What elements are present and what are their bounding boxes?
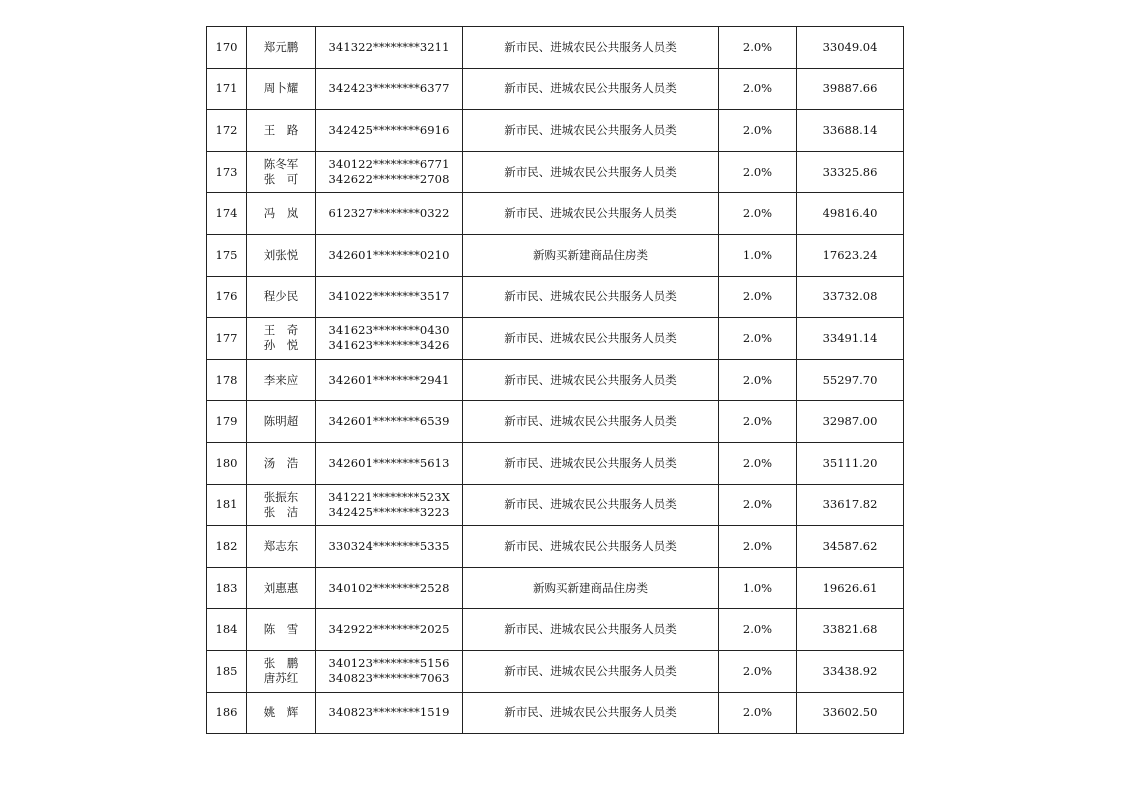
subsidy-rate-cell: 2.0% — [719, 484, 797, 526]
applicant-name-cell — [247, 27, 316, 69]
applicant-name-cell — [247, 68, 316, 110]
id-number-cell — [316, 609, 463, 651]
table-row — [207, 650, 904, 692]
subsidy-amount-cell: 33617.82 — [797, 484, 904, 526]
applicant-name-cell — [247, 567, 316, 609]
subsidy-type-cell: 新购买新建商品住房类 — [463, 567, 719, 609]
applicant-name-cell — [247, 359, 316, 401]
subsidy-amount-cell: 34587.62 — [797, 526, 904, 568]
table-row — [207, 442, 904, 484]
applicant-name: 郑元鹏 — [263, 39, 299, 54]
applicant-name: 冯 岚 — [263, 206, 299, 221]
subsidy-rate-cell: 2.0% — [719, 401, 797, 443]
subsidy-rate-cell: 2.0% — [719, 151, 797, 193]
id-number: 342425********6916 — [328, 122, 450, 137]
id-number: 341022********3517 — [328, 289, 450, 304]
id-number: 342601********6539 — [328, 414, 450, 429]
row-number-cell: 184 — [207, 609, 247, 651]
applicant-name-cell — [247, 151, 316, 193]
row-number-cell: 179 — [207, 401, 247, 443]
subsidy-type-cell: 新市民、进城农民公共服务人员类 — [463, 359, 719, 401]
id-number-cell — [316, 27, 463, 69]
id-number: 341623********0430 — [328, 323, 450, 338]
subsidy-table — [206, 26, 904, 734]
id-number: 342423********6377 — [328, 81, 450, 96]
subsidy-amount-cell: 19626.61 — [797, 567, 904, 609]
subsidy-rate-cell: 2.0% — [719, 526, 797, 568]
table-row — [207, 692, 904, 734]
applicant-name-cell — [247, 276, 316, 318]
subsidy-type-cell: 新市民、进城农民公共服务人员类 — [463, 68, 719, 110]
applicant-name: 张 鹏 — [263, 656, 299, 671]
applicant-name: 程少民 — [263, 289, 299, 304]
applicant-name-cell — [247, 526, 316, 568]
subsidy-type-cell: 新市民、进城农民公共服务人员类 — [463, 609, 719, 651]
applicant-name-cell — [247, 609, 316, 651]
table-row — [207, 193, 904, 235]
id-number-cell — [316, 650, 463, 692]
id-number: 342601********2941 — [328, 372, 450, 387]
id-number-cell — [316, 151, 463, 193]
applicant-name: 郑志东 — [263, 538, 299, 553]
applicant-name-cell — [247, 234, 316, 276]
applicant-name-cell — [247, 442, 316, 484]
subsidy-type-cell: 新市民、进城农民公共服务人员类 — [463, 401, 719, 443]
id-number-cell — [316, 484, 463, 526]
subsidy-amount-cell: 33732.08 — [797, 276, 904, 318]
row-number-cell: 180 — [207, 442, 247, 484]
id-number-cell — [316, 401, 463, 443]
subsidy-amount-cell: 39887.66 — [797, 68, 904, 110]
subsidy-amount-cell: 33325.86 — [797, 151, 904, 193]
subsidy-type-cell: 新市民、进城农民公共服务人员类 — [463, 110, 719, 152]
subsidy-rate-cell: 2.0% — [719, 68, 797, 110]
applicant-name-cell — [247, 650, 316, 692]
row-number-cell: 173 — [207, 151, 247, 193]
id-number: 330324********5335 — [328, 538, 450, 553]
table-row — [207, 151, 904, 193]
applicant-name: 周卜耀 — [263, 81, 299, 96]
id-number-cell — [316, 567, 463, 609]
subsidy-rate-cell: 1.0% — [719, 234, 797, 276]
table-row — [207, 110, 904, 152]
id-number: 341221********523X — [328, 489, 450, 504]
id-number: 341322********3211 — [328, 39, 450, 54]
subsidy-type-cell: 新市民、进城农民公共服务人员类 — [463, 442, 719, 484]
row-number-cell: 181 — [207, 484, 247, 526]
subsidy-type-cell: 新购买新建商品住房类 — [463, 234, 719, 276]
id-number: 340123********5156 — [328, 656, 450, 671]
id-number-cell — [316, 110, 463, 152]
subsidy-type-cell: 新市民、进城农民公共服务人员类 — [463, 692, 719, 734]
subsidy-rate-cell: 2.0% — [719, 318, 797, 360]
id-number: 340823********1519 — [328, 705, 450, 720]
id-number-cell — [316, 526, 463, 568]
table-row — [207, 526, 904, 568]
subsidy-amount-cell: 33491.14 — [797, 318, 904, 360]
applicant-name: 李来应 — [263, 372, 299, 387]
row-number-cell: 178 — [207, 359, 247, 401]
table-row — [207, 484, 904, 526]
subsidy-rate-cell: 2.0% — [719, 193, 797, 235]
applicant-name: 孙 悦 — [263, 338, 299, 353]
subsidy-rate-cell: 2.0% — [719, 442, 797, 484]
applicant-name: 唐苏红 — [263, 671, 299, 686]
subsidy-amount-cell: 32987.00 — [797, 401, 904, 443]
subsidy-type-cell: 新市民、进城农民公共服务人员类 — [463, 151, 719, 193]
id-number-cell — [316, 68, 463, 110]
subsidy-type-cell: 新市民、进城农民公共服务人员类 — [463, 484, 719, 526]
subsidy-amount-cell: 33049.04 — [797, 27, 904, 69]
id-number: 340102********2528 — [328, 580, 450, 595]
subsidy-amount-cell: 35111.20 — [797, 442, 904, 484]
row-number-cell: 186 — [207, 692, 247, 734]
applicant-name-cell — [247, 110, 316, 152]
table-row — [207, 359, 904, 401]
applicant-name: 汤 浩 — [263, 455, 299, 470]
applicant-name-cell — [247, 692, 316, 734]
subsidy-rate-cell: 2.0% — [719, 110, 797, 152]
row-number-cell: 175 — [207, 234, 247, 276]
applicant-name-cell — [247, 318, 316, 360]
subsidy-rate-cell: 2.0% — [719, 27, 797, 69]
row-number-cell: 177 — [207, 318, 247, 360]
applicant-name: 王 路 — [263, 122, 299, 137]
id-number: 342922********2025 — [328, 622, 450, 637]
id-number: 342425********3223 — [328, 504, 450, 519]
id-number: 342601********0210 — [328, 247, 450, 262]
subsidy-rate-cell: 2.0% — [719, 359, 797, 401]
table-row — [207, 276, 904, 318]
id-number: 341623********3426 — [328, 338, 450, 353]
applicant-name: 陈 雪 — [263, 622, 299, 637]
row-number-cell: 185 — [207, 650, 247, 692]
applicant-name: 姚 辉 — [263, 705, 299, 720]
subsidy-amount-cell: 17623.24 — [797, 234, 904, 276]
id-number-cell — [316, 234, 463, 276]
applicant-name: 张 洁 — [263, 504, 299, 519]
applicant-name-cell — [247, 484, 316, 526]
table-row — [207, 68, 904, 110]
subsidy-type-cell: 新市民、进城农民公共服务人员类 — [463, 526, 719, 568]
subsidy-type-cell: 新市民、进城农民公共服务人员类 — [463, 318, 719, 360]
subsidy-type-cell: 新市民、进城农民公共服务人员类 — [463, 27, 719, 69]
table-row — [207, 27, 904, 69]
applicant-name: 张振东 — [263, 489, 299, 504]
row-number-cell: 171 — [207, 68, 247, 110]
row-number-cell: 182 — [207, 526, 247, 568]
subsidy-type-cell: 新市民、进城农民公共服务人员类 — [463, 650, 719, 692]
row-number-cell: 172 — [207, 110, 247, 152]
applicant-name: 陈明超 — [263, 414, 299, 429]
subsidy-amount-cell: 33602.50 — [797, 692, 904, 734]
row-number-cell: 176 — [207, 276, 247, 318]
subsidy-type-cell: 新市民、进城农民公共服务人员类 — [463, 193, 719, 235]
id-number-cell — [316, 193, 463, 235]
row-number-cell: 183 — [207, 567, 247, 609]
subsidy-rate-cell: 2.0% — [719, 276, 797, 318]
subsidy-amount-cell: 33821.68 — [797, 609, 904, 651]
row-number-cell: 170 — [207, 27, 247, 69]
subsidy-amount-cell: 49816.40 — [797, 193, 904, 235]
applicant-name: 陈冬军 — [263, 157, 299, 172]
table-row — [207, 401, 904, 443]
applicant-name: 刘惠惠 — [263, 580, 299, 595]
id-number: 340823********7063 — [328, 671, 450, 686]
applicant-name: 刘张悦 — [263, 247, 299, 262]
id-number: 342601********5613 — [328, 455, 450, 470]
id-number-cell — [316, 318, 463, 360]
applicant-name-cell — [247, 193, 316, 235]
subsidy-rate-cell: 2.0% — [719, 692, 797, 734]
subsidy-rate-cell: 2.0% — [719, 650, 797, 692]
id-number: 340122********6771 — [328, 157, 450, 172]
id-number-cell — [316, 359, 463, 401]
subsidy-rate-cell: 1.0% — [719, 567, 797, 609]
id-number-cell — [316, 442, 463, 484]
subsidy-type-cell: 新市民、进城农民公共服务人员类 — [463, 276, 719, 318]
id-number: 612327********0322 — [328, 206, 450, 221]
subsidy-rate-cell: 2.0% — [719, 609, 797, 651]
row-number-cell: 174 — [207, 193, 247, 235]
applicant-name-cell — [247, 401, 316, 443]
subsidy-amount-cell: 55297.70 — [797, 359, 904, 401]
table-row — [207, 318, 904, 360]
subsidy-amount-cell: 33688.14 — [797, 110, 904, 152]
subsidy-amount-cell: 33438.92 — [797, 650, 904, 692]
id-number: 342622********2708 — [328, 172, 450, 187]
id-number-cell — [316, 692, 463, 734]
table-row — [207, 609, 904, 651]
applicant-name: 张 可 — [263, 172, 299, 187]
table-row — [207, 234, 904, 276]
applicant-name: 王 奇 — [263, 323, 299, 338]
table-row — [207, 567, 904, 609]
table-body — [207, 27, 904, 734]
id-number-cell — [316, 276, 463, 318]
